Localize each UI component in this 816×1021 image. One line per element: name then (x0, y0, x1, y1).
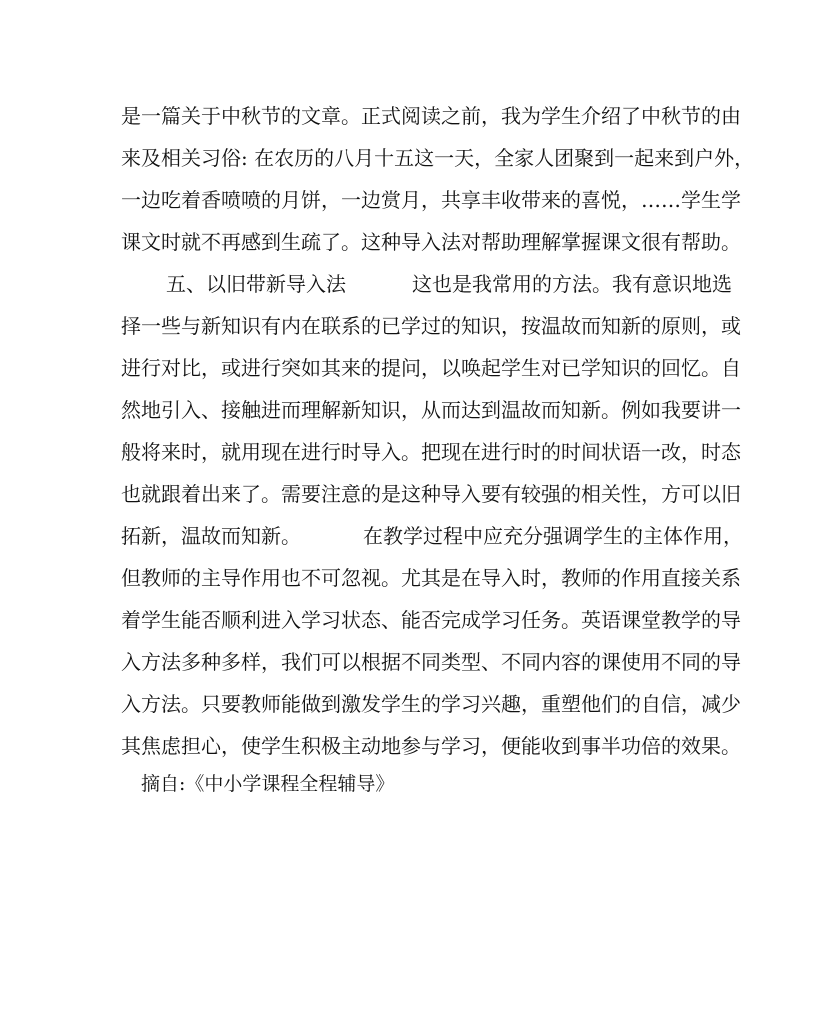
section-intro-text: 这也是我常用的方法。我有意识地选 (412, 272, 732, 296)
section-heading-line (166, 267, 732, 301)
paragraph-line: 是一篇关于中秋节的文章。正式阅读之前，我为学生介绍了中秋节的由 (121, 104, 741, 128)
paragraph-line: 入方法多种多样，我们可以根据不同类型、不同内容的课使用不同的导 (121, 650, 741, 674)
paragraph-line (121, 519, 743, 553)
paragraph-line: 也就跟着出来了。需要注意的是这种导入要有较强的相关性，方可以旧 (121, 482, 741, 506)
source-citation: 摘自:《中小学课程全程辅导》 (141, 773, 395, 795)
paragraph-line: 课文时就不再感到生疏了。这种导入法对帮助理解掌握课文很有帮助。 (121, 230, 741, 254)
paragraph-line: 来及相关习俗: 在农历的八月十五这一天，全家人团聚到一起来到户外， (121, 146, 755, 170)
conclusion-intro-text: 在教学过程中应充分强调学生的主体作用， (363, 524, 743, 548)
paragraph-line: 着学生能否顺利进入学习状态、能否完成学习任务。英语课堂教学的导 (121, 608, 741, 632)
paragraph-line: 择一些与新知识有内在联系的已学过的知识，按温故而知新的原则，或 (121, 314, 741, 338)
paragraph-line: 其焦虑担心，使学生积极主动地参与学习，便能收到事半功倍的效果。 (121, 734, 741, 758)
paragraph-line: 进行对比，或进行突如其来的提问，以唤起学生对已学知识的回忆。自 (121, 356, 741, 380)
paragraph-line: 一边吃着香喷喷的月饼，一边赏月，共享丰收带来的喜悦，……学生学 (121, 188, 741, 212)
paragraph-line: 般将来时，就用现在进行时导入。把现在进行时的时间状语一改，时态 (121, 440, 741, 464)
section-heading: 五、以旧带新导入法 (166, 272, 346, 296)
paragraph-line: 然地引入、接触进而理解新知识，从而达到温故而知新。例如我要讲一 (121, 398, 741, 422)
paragraph-line: 但教师的主导作用也不可忽视。尤其是在导入时，教师的作用直接关系 (121, 566, 741, 590)
section-closing-text: 拓新，温故而知新。 (121, 524, 301, 548)
paragraph-line: 入方法。只要教师能做到激发学生的学习兴趣，重塑他们的自信，减少 (121, 692, 741, 716)
